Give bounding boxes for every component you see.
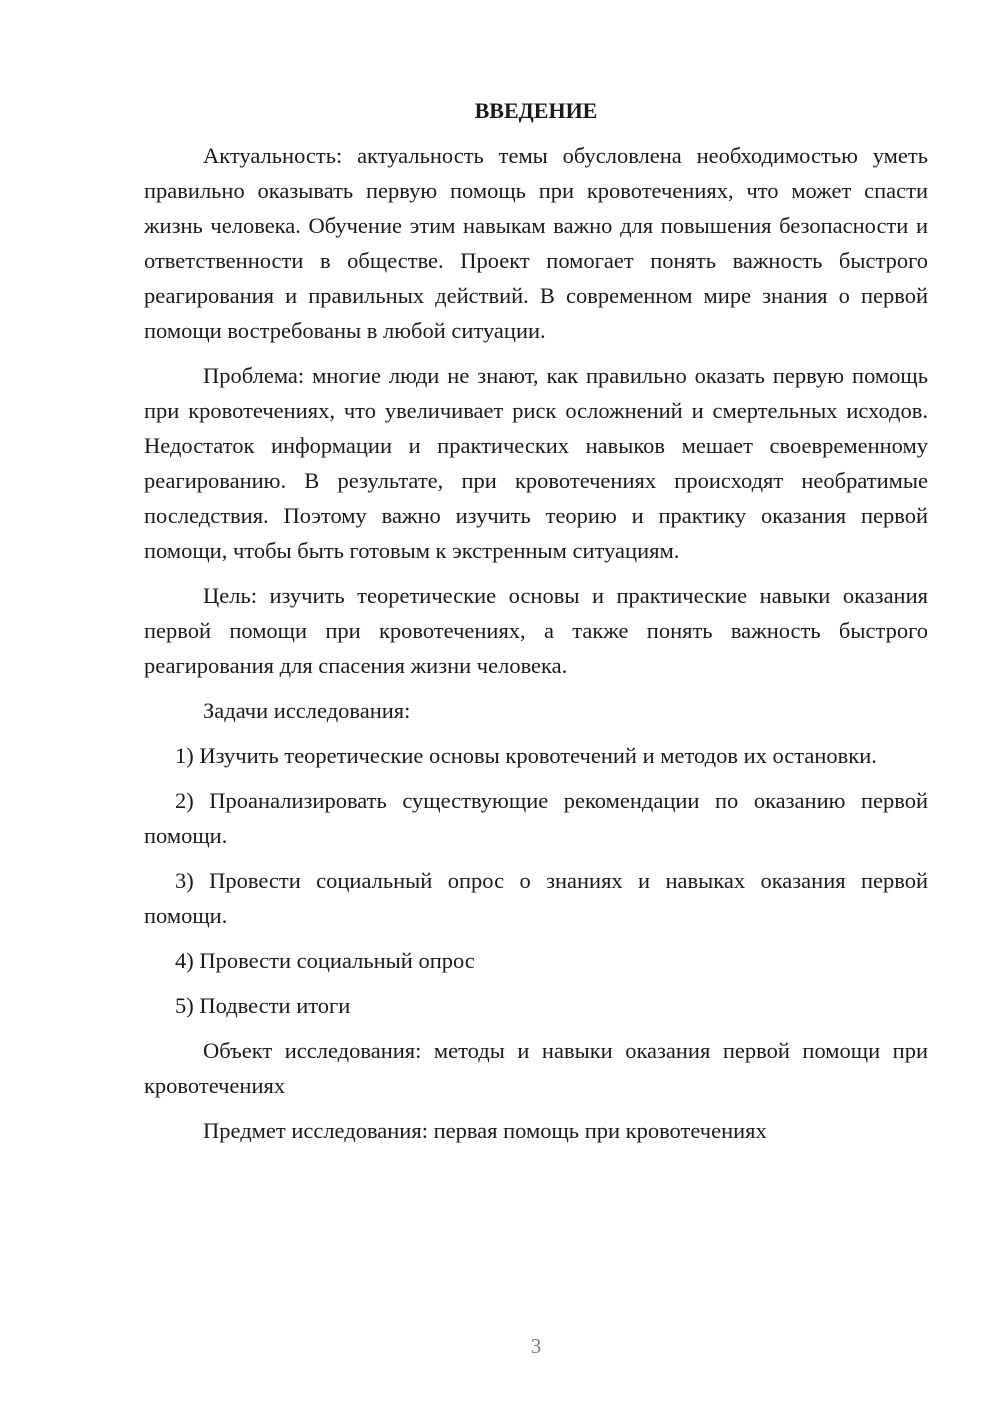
relevance-paragraph: Актуальность: актуальность темы обусловлена необходимостью уметь правильно оказывать первую помощь при кровотечениях, что может спасти жизнь человека. Обучение этим навыкам важно для повышения безопасности и ответственности в обществе. Проект помогает понять важность быстрого реагирования и правильных действий. В современном мире знания о первой помощи востребованы в любой ситуации. — [144, 143, 928, 343]
object-paragraph: Объект исследования: методы и навыки оказания первой помощи при кровотечениях — [144, 1038, 928, 1098]
subject-paragraph: Предмет исследования: первая помощь при кровотечениях — [203, 1118, 767, 1143]
task-item: 5) Подвести итоги — [175, 993, 351, 1018]
page-number: 3 — [530, 1334, 542, 1358]
task-item: 2) Проанализировать существующие рекомендации по оказанию первой помощи. — [144, 788, 928, 848]
task-item: 4) Провести социальный опрос — [175, 948, 475, 973]
task-item: 1) Изучить теоретические основы кровотечений и методов их остановки. — [175, 743, 877, 768]
problem-paragraph: Проблема: многие люди не знают, как правильно оказать первую помощь при кровотечениях, что увеличивает риск осложнений и смертельных исходов. Недостаток информации и практических навыков мешает своевременному реагированию. В результате, при кровотечениях происходят необратимые последствия. Поэтому важно изучить теорию и практику оказания первой помощи, чтобы быть готовым к экстренным ситуациям. — [144, 363, 928, 563]
section-heading: ВВЕДЕНИЕ — [474, 98, 598, 123]
task-item: 3) Провести социальный опрос о знаниях и навыках оказания первой помощи. — [144, 868, 928, 928]
page-content — [144, 93, 928, 1158]
goal-paragraph: Цель: изучить теоретические основы и практические навыки оказания первой помощи при кровотечениях, а также понять важность быстрого реагирования для спасения жизни человека. — [144, 583, 928, 678]
tasks-title: Задачи исследования: — [203, 698, 411, 723]
tasks-list — [144, 738, 928, 1023]
